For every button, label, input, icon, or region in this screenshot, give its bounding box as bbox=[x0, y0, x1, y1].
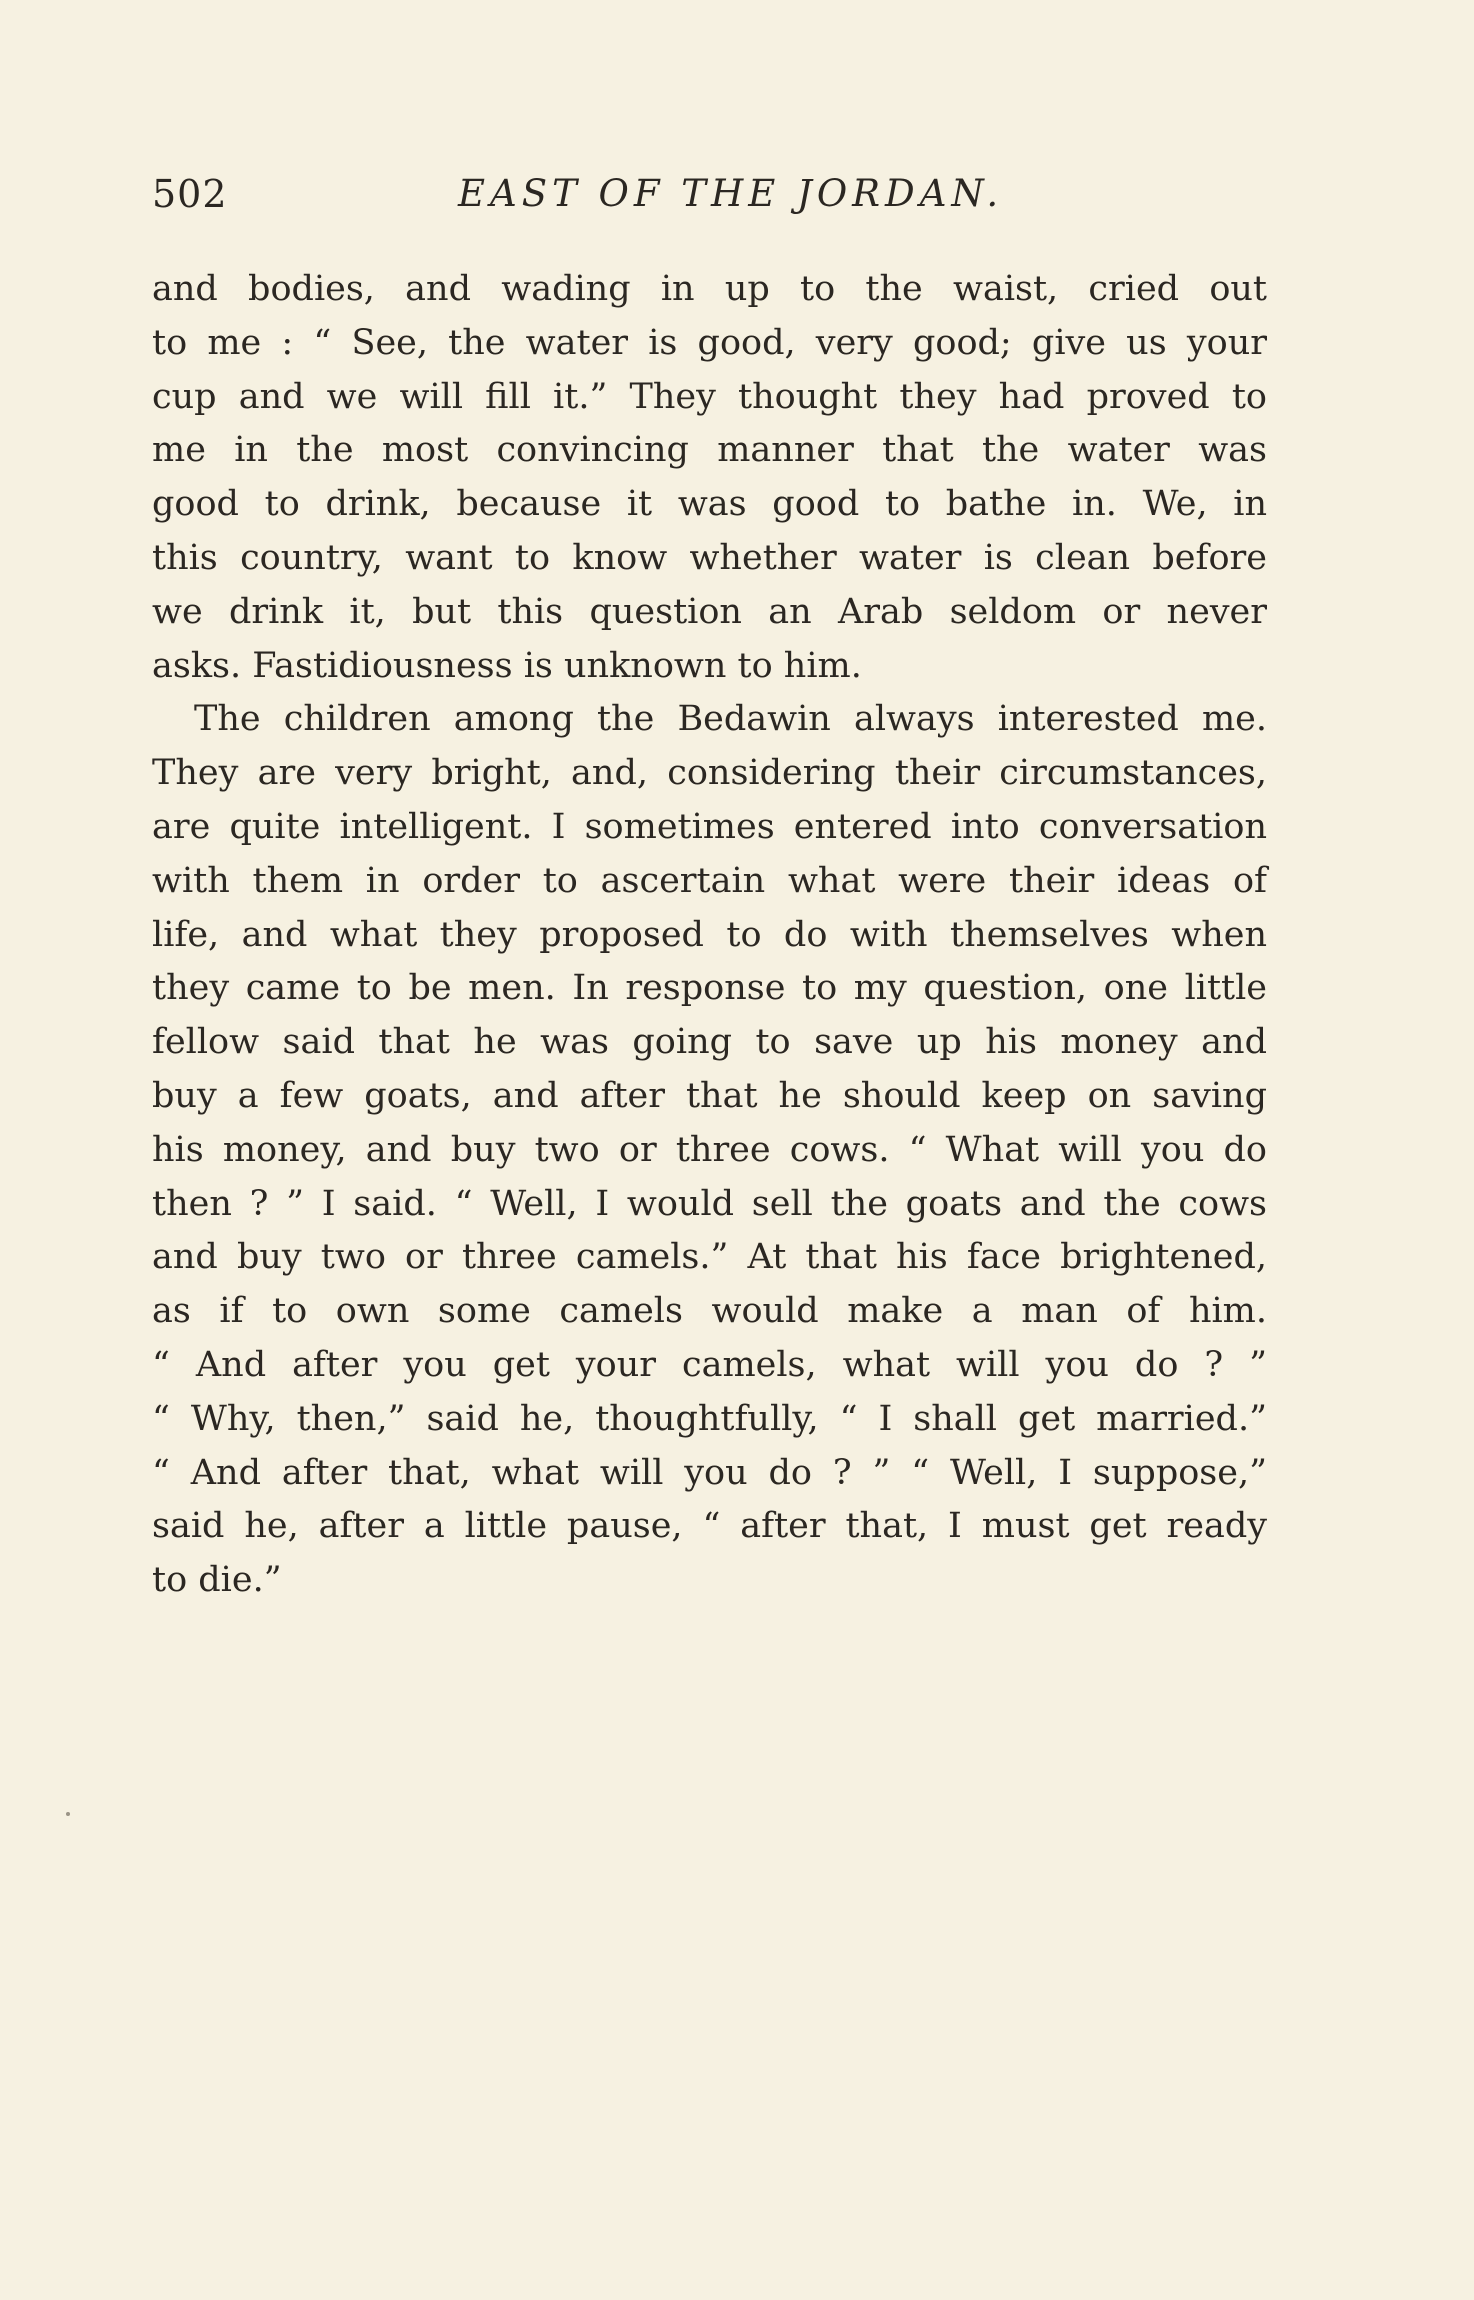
text-line: to me : “ See, the water is good, very good; give us your bbox=[152, 322, 1267, 363]
running-head bbox=[152, 172, 1267, 222]
text-line: then ? ” I said. “ Well, I would sell the goats and the cows bbox=[152, 1183, 1267, 1224]
text-line: as if to own some camels would make a man of him. bbox=[152, 1291, 1267, 1332]
text-line: are quite intelligent. I sometimes entered into conversation bbox=[152, 806, 1267, 847]
text-line: The children among the Bedawin always interested me. bbox=[194, 699, 1267, 740]
text-line: said he, after a little pause, “ after that, I must get ready bbox=[152, 1506, 1267, 1547]
text-line: “ Why, then,” said he, thoughtfully, “ I shall get married.” bbox=[152, 1398, 1267, 1439]
running-title: EAST OF THE JORDAN. bbox=[458, 172, 1004, 215]
text-line: fellow said that he was going to save up his money and bbox=[152, 1022, 1267, 1063]
text-line: cup and we will fill it.” They thought they had proved to bbox=[152, 376, 1267, 417]
text-line: buy a few goats, and after that he should keep on saving bbox=[152, 1075, 1267, 1116]
text-line: “ And after you get your camels, what will you do ? ” bbox=[152, 1344, 1267, 1385]
text-line: me in the most convincing manner that the water was bbox=[152, 430, 1267, 471]
text-line: and bodies, and wading in up to the waist, cried out bbox=[152, 269, 1267, 309]
page-number: 502 bbox=[152, 172, 228, 216]
text-line: “ And after that, what will you do ? ” “ Well, I suppose,” bbox=[152, 1452, 1267, 1493]
text-line: to die.” bbox=[152, 1560, 282, 1601]
text-line: we drink it, but this question an Arab seldom or never bbox=[152, 591, 1267, 632]
text-line: his money, and buy two or three cows. “ What will you do bbox=[152, 1129, 1267, 1170]
text-line: with them in order to ascertain what were their ideas of bbox=[152, 860, 1267, 901]
text-line: life, and what they proposed to do with themselves when bbox=[152, 914, 1267, 955]
text-line: asks. Fastidiousness is unknown to him. bbox=[152, 645, 862, 686]
text-line: they came to be men. In response to my question, one little bbox=[152, 968, 1267, 1009]
paragraph-continuation bbox=[152, 263, 1267, 693]
text-line: this country, want to know whether water is clean before bbox=[152, 537, 1267, 578]
paper-speck bbox=[66, 1812, 70, 1816]
body-text bbox=[152, 263, 1267, 1608]
text-line: They are very bright, and, considering their circumstances, bbox=[152, 753, 1267, 794]
text-line: good to drink, because it was good to bathe in. We, in bbox=[152, 484, 1267, 525]
paragraph-bedawin-children bbox=[152, 693, 1267, 1608]
text-line: and buy two or three camels.” At that his face brightened, bbox=[152, 1237, 1267, 1278]
